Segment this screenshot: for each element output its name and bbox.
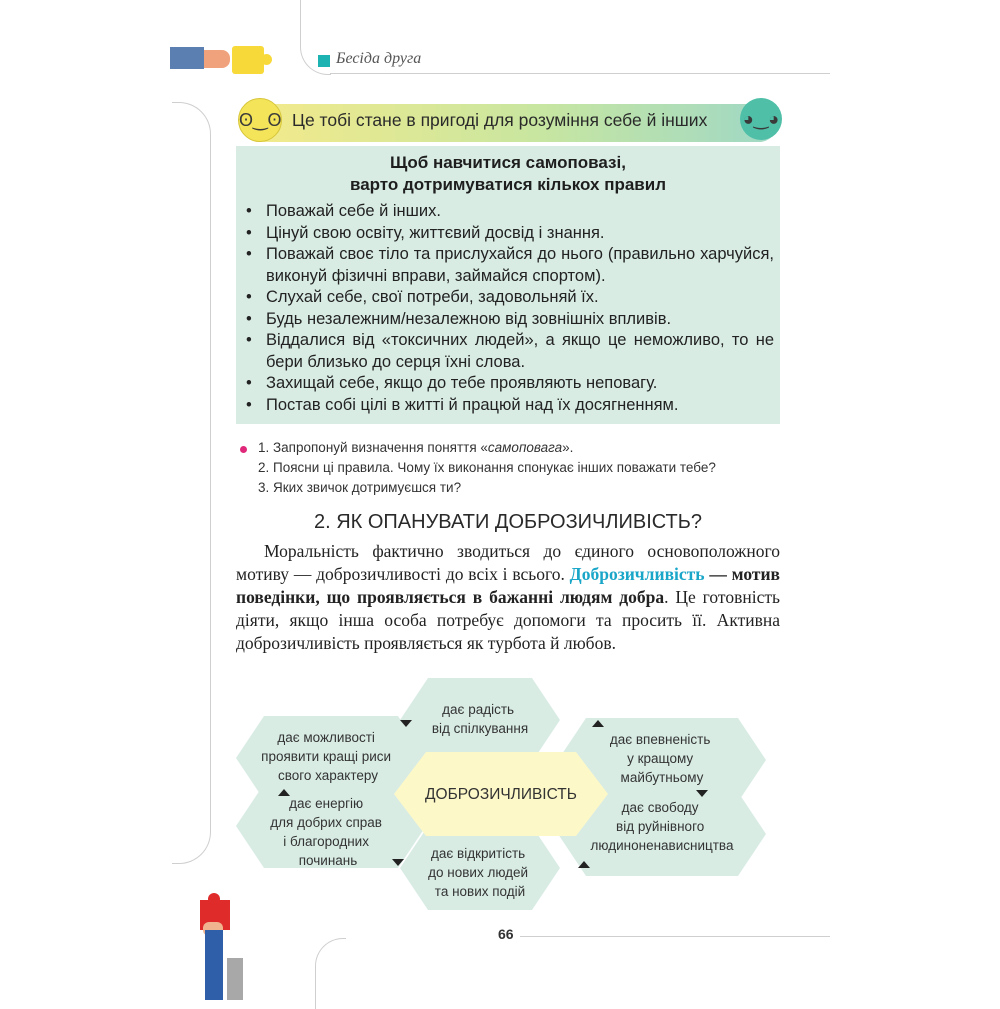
puzzle-piece-icon <box>232 46 264 74</box>
page-frame-top-line <box>330 73 830 74</box>
question-item: 3. Яких звичок дотримуєшся ти? <box>258 480 462 495</box>
hex-bottom-right-label: дає свободу від руйнівного людиноненависництва <box>590 800 734 853</box>
hex-bottom-label: дає відкритість до нових людей та нових подій <box>428 846 529 899</box>
rules-title-line-2: варто дотримуватися кількох правил <box>349 175 667 194</box>
hand-illustration <box>204 50 230 68</box>
smiling-face-icon: ◕‿◕ <box>740 98 782 140</box>
arm-illustration <box>205 930 223 1000</box>
question-item: 1. Запропонуй визначення поняття «самоповага». <box>258 440 574 455</box>
body-paragraph: Моральність фактично зводиться до єдиного основоположного мотиву — доброзичливості до всіх і всього. Доброзичливість — мотив поведінки, що проявляється в бажанні людям добра. Це готовність діяти, якщо інша особа потребує допомоги та просить її. Активна доброзичливість проявляється як турбота й любов. <box>236 541 780 653</box>
question-item: 2. Поясни ці правила. Чому їх виконання спонукає інших поважати тебе? <box>258 460 716 475</box>
hex-top-left-label: дає можливості проявити кращі риси свого характеру <box>261 730 392 783</box>
rule-item: • Захищай себе, якщо до тебе проявляють неповагу. <box>244 373 774 395</box>
sleeve-illustration <box>170 47 204 69</box>
page-number-line <box>520 936 830 937</box>
thinking-face-icon: ʘ‿ʘ <box>238 98 282 142</box>
rule-item: • Поважай себе й інших. <box>244 201 774 223</box>
rule-item: • Віддалися від «токсичних людей», а якщо це неможливо, то не бери близько до серця їхні слова. <box>244 330 774 373</box>
questions-bullet-icon <box>240 446 247 453</box>
questions-list <box>258 438 716 498</box>
section-title: Бесіда друга <box>336 50 422 67</box>
arm-illustration-grey <box>227 958 243 1000</box>
hex-bottom-left-label: дає енергію для добрих справ і благородних починань <box>270 796 382 868</box>
page-frame-left <box>172 102 211 864</box>
page-frame-bottom-curve <box>315 938 346 1009</box>
hex-top <box>400 678 560 762</box>
rules-title <box>236 152 780 196</box>
tip-banner-text: Це тобі стане в пригоді для розуміння себе й інших <box>292 110 708 130</box>
rule-item: • Слухай себе, свої потреби, задовольняй їх. <box>244 287 774 309</box>
benevolence-diagram <box>230 678 780 910</box>
rule-item: • Цінуй свою освіту, життєвий досвід і знання. <box>244 223 774 245</box>
rule-item: • Будь незалежним/незалежною від зовнішніх впливів. <box>244 309 774 331</box>
section-marker-icon <box>318 55 330 67</box>
rules-title-line-1: Щоб навчитися самоповазі, <box>390 153 626 172</box>
term-highlight: Доброзичливість <box>569 564 705 584</box>
definition-text: — мотив поведінки, що проявляється в бажанні людям добра <box>236 564 780 607</box>
rule-item: • Поважай своє тіло та прислухайся до нього (правильно харчуйся, виконуй фізичні вправи, займайся спортом). <box>244 244 774 287</box>
section-heading: 2. ЯК ОПАНУВАТИ ДОБРОЗИЧЛИВІСТЬ? <box>313 511 703 533</box>
diagram-center-label: ДОБРОЗИЧЛИВІСТЬ <box>425 786 577 803</box>
page-number: 66 <box>498 926 514 942</box>
hex-top-right-label: дає впевненість у кращому майбутньому <box>609 732 711 785</box>
question-term: самоповага <box>487 440 563 455</box>
rules-list <box>244 201 774 416</box>
rule-item: • Постав собі цілі в житті й працюй над їх досягненням. <box>244 395 774 417</box>
hex-top-label: дає радість від спілкування <box>431 702 529 736</box>
